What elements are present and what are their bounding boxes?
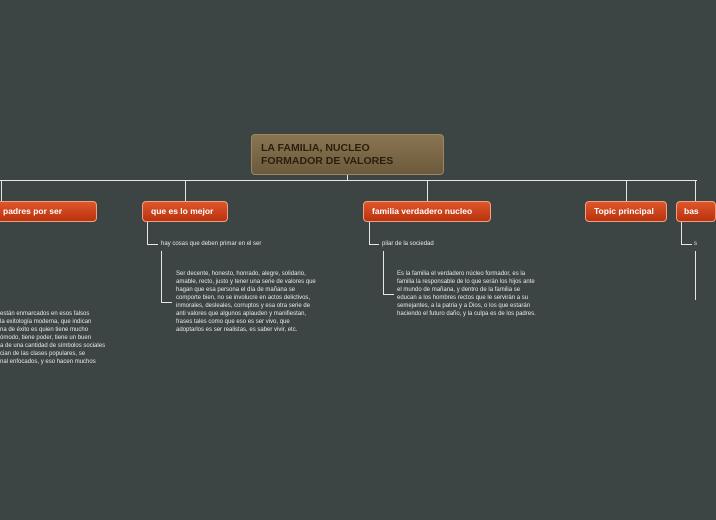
topic-principal[interactable] xyxy=(585,201,667,222)
detail-line: inmorales, desleales, corruptos y esa otra serie de xyxy=(176,303,311,309)
detail-text-que-es-lo-mejor[interactable] xyxy=(176,270,361,334)
topic-label: padres por ser xyxy=(3,206,63,216)
detail-line: educan a los hombres rectos que le servirán a su xyxy=(397,295,529,301)
detail-line: a de una cantidad de símbolos sociales xyxy=(0,343,106,349)
detail-line: frases tales como que eso es ser vivo, que xyxy=(176,319,290,325)
topic-padres-por-ser[interactable] xyxy=(0,201,97,222)
topic-label: bas xyxy=(684,206,699,216)
central-topic[interactable] xyxy=(251,134,444,175)
detail-line: Ser decente, honesto, honrado, alegre, solidario, xyxy=(176,271,306,277)
subtopic-partial[interactable]: s xyxy=(694,241,697,247)
central-topic-line-2: FORMADOR DE VALORES xyxy=(261,155,394,167)
detail-line: están enmarcados en esos falsos xyxy=(0,311,90,317)
topic-label: familia verdadero nucleo xyxy=(372,206,473,216)
detail-line: la exitología moderna, que indican xyxy=(0,319,92,325)
detail-line: semejantes, a la patria y a Dios, o los que estarán xyxy=(397,303,531,309)
detail-line: Es la familia el verdadero núcleo formador, es la xyxy=(397,271,526,277)
detail-line: amable, recto, justo y tener una serie de valores que xyxy=(176,279,316,285)
detail-line: haciendo el futuro daño, y la culpa es de los padres. xyxy=(397,311,536,317)
detail-line: anti valores que algunos aplauden y manifiestan, xyxy=(176,311,307,317)
topic-label: Topic principal xyxy=(594,206,654,216)
subtopic-hay-cosas[interactable]: hay cosas que deben primar en el ser xyxy=(161,241,262,247)
detail-line: ómodo, tiene poder, tiene un buen xyxy=(0,335,92,341)
detail-line: el mundo de mañana, y dentro de la familia se xyxy=(397,287,521,293)
detail-line: comporte bien, no se involucre en actos delictivos, xyxy=(176,295,311,301)
topic-bas[interactable] xyxy=(676,201,716,222)
subtopic-pilar-sociedad[interactable]: pilar de la sociedad xyxy=(382,241,434,247)
detail-text-familia-nucleo[interactable] xyxy=(397,270,582,318)
detail-line: cian de las clases populares, se xyxy=(0,351,86,357)
central-topic-line-1: LA FAMILIA, NUCLEO xyxy=(261,142,370,154)
topic-label: que es lo mejor xyxy=(151,206,214,216)
topic-familia-verdadero-nucleo[interactable] xyxy=(363,201,491,222)
detail-text-padres[interactable] xyxy=(0,310,135,366)
detail-line: hagan que esa persona el día de mañana se xyxy=(176,287,296,293)
topic-que-es-lo-mejor[interactable] xyxy=(142,201,228,222)
detail-line: na de éxito es quien tiene mucho xyxy=(0,327,89,333)
detail-line: adoptarlos es ser realistas, es saber vivir, etc. xyxy=(176,327,298,333)
detail-line: familia la responsable de lo que serán los hijos ante xyxy=(397,279,535,285)
detail-line: nal enfocados, y eso hacen muchos xyxy=(0,359,96,365)
